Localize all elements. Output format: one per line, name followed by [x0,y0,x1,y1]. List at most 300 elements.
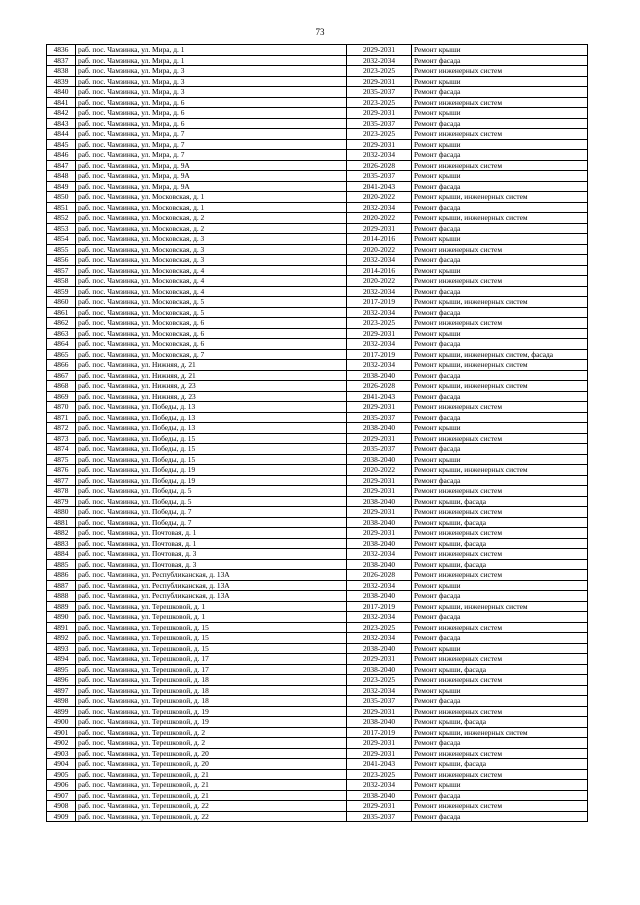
row-number-cell: 4903 [47,748,76,759]
table-row [47,538,588,549]
period-cell: 2023-2025 [347,97,412,108]
period-cell: 2038-2040 [347,370,412,381]
row-number-cell: 4853 [47,223,76,234]
period-cell: 2032-2034 [347,360,412,371]
row-number-cell: 4865 [47,349,76,360]
row-number-cell: 4882 [47,528,76,539]
address-cell: раб. пос. Чамзинка, ул. Нижняя, д. 23 [76,391,347,402]
address-cell: раб. пос. Чамзинка, ул. Мира, д. 7 [76,150,347,161]
row-number-cell: 4876 [47,465,76,476]
work-type-cell: Ремонт фасада [412,790,588,801]
period-cell: 2038-2040 [347,517,412,528]
table-row [47,244,588,255]
row-number-cell: 4851 [47,202,76,213]
address-cell: раб. пос. Чамзинка, ул. Терешковой, д. 2 [76,727,347,738]
period-cell: 2029-2031 [347,328,412,339]
period-cell: 2032-2034 [347,549,412,560]
work-type-cell: Ремонт фасада [412,811,588,822]
period-cell: 2017-2019 [347,297,412,308]
period-cell: 2020-2022 [347,276,412,287]
table-row [47,486,588,497]
row-number-cell: 4889 [47,601,76,612]
table-row [47,780,588,791]
table-row [47,454,588,465]
table-row [47,160,588,171]
address-cell: раб. пос. Чамзинка, ул. Мира, д. 6 [76,108,347,119]
table-row [47,727,588,738]
address-cell: раб. пос. Чамзинка, ул. Победы, д. 15 [76,454,347,465]
work-type-cell: Ремонт крыши, фасада [412,517,588,528]
period-cell: 2041-2043 [347,759,412,770]
table-row [47,55,588,66]
row-number-cell: 4905 [47,769,76,780]
row-number-cell: 4843 [47,118,76,129]
work-type-cell: Ремонт фасада [412,150,588,161]
row-number-cell: 4854 [47,234,76,245]
work-type-cell: Ремонт крыши [412,780,588,791]
table-row [47,97,588,108]
work-type-cell: Ремонт фасада [412,307,588,318]
address-cell: раб. пос. Чамзинка, ул. Московская, д. 1 [76,192,347,203]
address-cell: раб. пос. Чамзинка, ул. Мира, д. 7 [76,139,347,150]
period-cell: 2032-2034 [347,612,412,623]
address-cell: раб. пос. Чамзинка, ул. Республиканская, д. 13А [76,580,347,591]
table-row [47,139,588,150]
work-type-cell: Ремонт инженерных систем [412,570,588,581]
table-row [47,213,588,224]
period-cell: 2032-2034 [347,633,412,644]
period-cell: 2023-2025 [347,129,412,140]
period-cell: 2035-2037 [347,444,412,455]
row-number-cell: 4852 [47,213,76,224]
row-number-cell: 4837 [47,55,76,66]
table-row [47,591,588,602]
work-type-cell: Ремонт крыши [412,454,588,465]
row-number-cell: 4856 [47,255,76,266]
period-cell: 2020-2022 [347,192,412,203]
period-cell: 2017-2019 [347,601,412,612]
work-type-cell: Ремонт крыши, инженерных систем [412,213,588,224]
address-cell: раб. пос. Чамзинка, ул. Московская, д. 6 [76,339,347,350]
row-number-cell: 4838 [47,66,76,77]
row-number-cell: 4872 [47,423,76,434]
table-row [47,738,588,749]
period-cell: 2032-2034 [347,780,412,791]
address-cell: раб. пос. Чамзинка, ул. Почтовая, д. 3 [76,549,347,560]
period-cell: 2032-2034 [347,339,412,350]
address-cell: раб. пос. Чамзинка, ул. Терешковой, д. 21 [76,780,347,791]
table-row [47,76,588,87]
period-cell: 2038-2040 [347,591,412,602]
table-row [47,118,588,129]
table-row [47,570,588,581]
address-cell: раб. пос. Чамзинка, ул. Победы, д. 7 [76,517,347,528]
work-type-cell: Ремонт крыши, инженерных систем [412,192,588,203]
row-number-cell: 4883 [47,538,76,549]
work-type-cell: Ремонт фасада [412,255,588,266]
period-cell: 2029-2031 [347,223,412,234]
row-number-cell: 4871 [47,412,76,423]
row-number-cell: 4859 [47,286,76,297]
address-cell: раб. пос. Чамзинка, ул. Терешковой, д. 22 [76,811,347,822]
period-cell: 2038-2040 [347,790,412,801]
period-cell: 2035-2037 [347,811,412,822]
row-number-cell: 4896 [47,675,76,686]
work-type-cell: Ремонт фасада [412,118,588,129]
work-type-cell: Ремонт фасада [412,591,588,602]
row-number-cell: 4891 [47,622,76,633]
address-cell: раб. пос. Чамзинка, ул. Московская, д. 7 [76,349,347,360]
row-number-cell: 4867 [47,370,76,381]
address-cell: раб. пос. Чамзинка, ул. Победы, д. 19 [76,465,347,476]
address-cell: раб. пос. Чамзинка, ул. Московская, д. 4 [76,276,347,287]
table-row [47,349,588,360]
row-number-cell: 4845 [47,139,76,150]
address-cell: раб. пос. Чамзинка, ул. Терешковой, д. 22 [76,801,347,812]
work-type-cell: Ремонт инженерных систем [412,66,588,77]
period-cell: 2023-2025 [347,66,412,77]
table-row [47,423,588,434]
table-row [47,265,588,276]
row-number-cell: 4902 [47,738,76,749]
table-row [47,276,588,287]
period-cell: 2029-2031 [347,139,412,150]
table-row [47,790,588,801]
table-row [47,769,588,780]
address-cell: раб. пос. Чамзинка, ул. Республиканская, д. 13А [76,591,347,602]
table-row [47,307,588,318]
period-cell: 2038-2040 [347,664,412,675]
address-cell: раб. пос. Чамзинка, ул. Терешковой, д. 17 [76,654,347,665]
address-cell: раб. пос. Чамзинка, ул. Московская, д. 2 [76,213,347,224]
address-cell: раб. пос. Чамзинка, ул. Московская, д. 6 [76,318,347,329]
work-type-cell: Ремонт инженерных систем [412,528,588,539]
table-row [47,675,588,686]
row-number-cell: 4864 [47,339,76,350]
work-type-cell: Ремонт крыши [412,580,588,591]
work-type-cell: Ремонт крыши [412,685,588,696]
period-cell: 2041-2043 [347,181,412,192]
period-cell: 2029-2031 [347,475,412,486]
period-cell: 2032-2034 [347,286,412,297]
work-type-cell: Ремонт крыши, инженерных систем [412,601,588,612]
work-type-cell: Ремонт фасада [412,633,588,644]
address-cell: раб. пос. Чамзинка, ул. Победы, д. 19 [76,475,347,486]
period-cell: 2023-2025 [347,769,412,780]
row-number-cell: 4900 [47,717,76,728]
work-type-cell: Ремонт инженерных систем [412,706,588,717]
work-type-cell: Ремонт крыши, фасада [412,664,588,675]
row-number-cell: 4858 [47,276,76,287]
work-type-cell: Ремонт фасада [412,370,588,381]
table-row [47,507,588,518]
work-type-cell: Ремонт фасада [412,391,588,402]
row-number-cell: 4884 [47,549,76,560]
address-cell: раб. пос. Чамзинка, ул. Мира, д. 3 [76,66,347,77]
period-cell: 2032-2034 [347,150,412,161]
address-cell: раб. пос. Чамзинка, ул. Московская, д. 5 [76,297,347,308]
address-cell: раб. пос. Чамзинка, ул. Мира, д. 6 [76,97,347,108]
address-cell: раб. пос. Чамзинка, ул. Победы, д. 13 [76,402,347,413]
table-row [47,108,588,119]
address-cell: раб. пос. Чамзинка, ул. Терешковой, д. 15 [76,643,347,654]
address-cell: раб. пос. Чамзинка, ул. Нижняя, д. 21 [76,360,347,371]
row-number-cell: 4849 [47,181,76,192]
period-cell: 2035-2037 [347,696,412,707]
period-cell: 2026-2028 [347,570,412,581]
work-type-cell: Ремонт крыши, фасада [412,559,588,570]
row-number-cell: 4857 [47,265,76,276]
period-cell: 2032-2034 [347,55,412,66]
row-number-cell: 4866 [47,360,76,371]
address-cell: раб. пос. Чамзинка, ул. Терешковой, д. 15 [76,633,347,644]
table-row [47,87,588,98]
period-cell: 2032-2034 [347,255,412,266]
row-number-cell: 4898 [47,696,76,707]
table-row [47,202,588,213]
work-type-cell: Ремонт инженерных систем [412,433,588,444]
row-number-cell: 4848 [47,171,76,182]
work-type-cell: Ремонт крыши [412,643,588,654]
address-cell: раб. пос. Чамзинка, ул. Терешковой, д. 19 [76,717,347,728]
table-row [47,255,588,266]
period-cell: 2035-2037 [347,118,412,129]
address-cell: раб. пос. Чамзинка, ул. Московская, д. 3 [76,234,347,245]
period-cell: 2014-2016 [347,265,412,276]
table-row [47,528,588,539]
table-row [47,318,588,329]
table-row [47,748,588,759]
work-type-cell: Ремонт фасада [412,475,588,486]
table-row [47,811,588,822]
work-type-cell: Ремонт крыши, фасада [412,759,588,770]
table-row [47,391,588,402]
table-row [47,465,588,476]
period-cell: 2032-2034 [347,580,412,591]
address-cell: раб. пос. Чамзинка, ул. Терешковой, д. 17 [76,664,347,675]
period-cell: 2026-2028 [347,381,412,392]
row-number-cell: 4874 [47,444,76,455]
table-row [47,129,588,140]
address-cell: раб. пос. Чамзинка, ул. Республиканская, д. 13А [76,570,347,581]
table-body [47,45,588,822]
row-number-cell: 4892 [47,633,76,644]
row-number-cell: 4901 [47,727,76,738]
table-row [47,150,588,161]
row-number-cell: 4893 [47,643,76,654]
work-type-cell: Ремонт крыши, инженерных систем [412,727,588,738]
work-type-cell: Ремонт крыши [412,45,588,56]
work-type-cell: Ремонт инженерных систем [412,486,588,497]
table-row [47,433,588,444]
period-cell: 2035-2037 [347,412,412,423]
row-number-cell: 4894 [47,654,76,665]
row-number-cell: 4860 [47,297,76,308]
table-row [47,664,588,675]
period-cell: 2029-2031 [347,108,412,119]
period-cell: 2041-2043 [347,391,412,402]
row-number-cell: 4890 [47,612,76,623]
table-row [47,801,588,812]
table-row [47,402,588,413]
period-cell: 2038-2040 [347,643,412,654]
address-cell: раб. пос. Чамзинка, ул. Мира, д. 7 [76,129,347,140]
work-type-cell: Ремонт инженерных систем [412,769,588,780]
work-type-cell: Ремонт фасада [412,202,588,213]
table-row [47,444,588,455]
row-number-cell: 4885 [47,559,76,570]
row-number-cell: 4841 [47,97,76,108]
row-number-cell: 4839 [47,76,76,87]
work-type-cell: Ремонт инженерных систем [412,129,588,140]
work-type-cell: Ремонт крыши, инженерных систем [412,297,588,308]
row-number-cell: 4895 [47,664,76,675]
period-cell: 2032-2034 [347,307,412,318]
row-number-cell: 4836 [47,45,76,56]
work-type-cell: Ремонт фасада [412,738,588,749]
table-row [47,580,588,591]
period-cell: 2035-2037 [347,87,412,98]
period-cell: 2020-2022 [347,465,412,476]
address-cell: раб. пос. Чамзинка, ул. Московская, д. 4 [76,265,347,276]
table-row [47,171,588,182]
row-number-cell: 4844 [47,129,76,140]
address-cell: раб. пос. Чамзинка, ул. Мира, д. 1 [76,55,347,66]
work-type-cell: Ремонт крыши, фасада [412,496,588,507]
period-cell: 2029-2031 [347,528,412,539]
row-number-cell: 4907 [47,790,76,801]
address-cell: раб. пос. Чамзинка, ул. Победы, д. 13 [76,412,347,423]
row-number-cell: 4887 [47,580,76,591]
table-row [47,633,588,644]
period-cell: 2029-2031 [347,433,412,444]
table-row [47,297,588,308]
work-type-cell: Ремонт инженерных систем [412,318,588,329]
work-type-cell: Ремонт фасада [412,55,588,66]
work-type-cell: Ремонт фасада [412,696,588,707]
address-cell: раб. пос. Чамзинка, ул. Мира, д. 9А [76,171,347,182]
table-row [47,643,588,654]
work-type-cell: Ремонт фасада [412,444,588,455]
work-type-cell: Ремонт инженерных систем [412,748,588,759]
work-type-cell: Ремонт фасада [412,612,588,623]
row-number-cell: 4870 [47,402,76,413]
work-type-cell: Ремонт крыши [412,265,588,276]
work-type-cell: Ремонт инженерных систем [412,622,588,633]
work-type-cell: Ремонт крыши [412,328,588,339]
address-cell: раб. пос. Чамзинка, ул. Мира, д. 6 [76,118,347,129]
address-cell: раб. пос. Чамзинка, ул. Нижняя, д. 21 [76,370,347,381]
work-type-cell: Ремонт крыши [412,234,588,245]
work-type-cell: Ремонт фасада [412,339,588,350]
row-number-cell: 4875 [47,454,76,465]
address-cell: раб. пос. Чамзинка, ул. Московская, д. 4 [76,286,347,297]
table-row [47,559,588,570]
row-number-cell: 4842 [47,108,76,119]
work-type-cell: Ремонт фасада [412,223,588,234]
table-row [47,412,588,423]
row-number-cell: 4855 [47,244,76,255]
work-type-cell: Ремонт инженерных систем [412,97,588,108]
work-type-cell: Ремонт инженерных систем [412,654,588,665]
address-cell: раб. пос. Чамзинка, ул. Победы, д. 13 [76,423,347,434]
work-type-cell: Ремонт инженерных систем [412,244,588,255]
table-row [47,286,588,297]
address-cell: раб. пос. Чамзинка, ул. Терешковой, д. 21 [76,769,347,780]
row-number-cell: 4868 [47,381,76,392]
row-number-cell: 4897 [47,685,76,696]
table-row [47,370,588,381]
address-cell: раб. пос. Чамзинка, ул. Победы, д. 15 [76,444,347,455]
work-type-cell: Ремонт фасада [412,286,588,297]
work-type-cell: Ремонт фасада [412,181,588,192]
work-type-cell: Ремонт инженерных систем [412,801,588,812]
row-number-cell: 4846 [47,150,76,161]
period-cell: 2029-2031 [347,738,412,749]
address-cell: раб. пос. Чамзинка, ул. Победы, д. 7 [76,507,347,518]
row-number-cell: 4840 [47,87,76,98]
period-cell: 2032-2034 [347,685,412,696]
address-cell: раб. пос. Чамзинка, ул. Мира, д. 9А [76,160,347,171]
period-cell: 2026-2028 [347,160,412,171]
work-type-cell: Ремонт инженерных систем [412,402,588,413]
page-number: 73 [315,27,325,37]
row-number-cell: 4850 [47,192,76,203]
address-cell: раб. пос. Чамзинка, ул. Мира, д. 3 [76,76,347,87]
row-number-cell: 4886 [47,570,76,581]
table-row [47,475,588,486]
table-row [47,696,588,707]
table-row [47,192,588,203]
table-row [47,685,588,696]
row-number-cell: 4873 [47,433,76,444]
table-row [47,381,588,392]
period-cell: 2038-2040 [347,423,412,434]
work-type-cell: Ремонт крыши, фасада [412,717,588,728]
work-type-cell: Ремонт инженерных систем [412,276,588,287]
address-cell: раб. пос. Чамзинка, ул. Московская, д. 1 [76,202,347,213]
work-type-cell: Ремонт крыши, инженерных систем [412,360,588,371]
work-type-cell: Ремонт крыши, фасада [412,538,588,549]
address-cell: раб. пос. Чамзинка, ул. Мира, д. 9А [76,181,347,192]
table-row [47,612,588,623]
address-cell: раб. пос. Чамзинка, ул. Почтовая, д. 1 [76,538,347,549]
period-cell: 2017-2019 [347,349,412,360]
address-cell: раб. пос. Чамзинка, ул. Московская, д. 3 [76,244,347,255]
period-cell: 2038-2040 [347,717,412,728]
table-row [47,601,588,612]
period-cell: 2029-2031 [347,45,412,56]
address-cell: раб. пос. Чамзинка, ул. Московская, д. 2 [76,223,347,234]
address-cell: раб. пос. Чамзинка, ул. Терешковой, д. 18 [76,696,347,707]
work-type-cell: Ремонт крыши [412,76,588,87]
row-number-cell: 4904 [47,759,76,770]
period-cell: 2023-2025 [347,318,412,329]
period-cell: 2038-2040 [347,496,412,507]
address-cell: раб. пос. Чамзинка, ул. Терешковой, д. 20 [76,748,347,759]
work-type-cell: Ремонт фасада [412,87,588,98]
address-cell: раб. пос. Чамзинка, ул. Почтовая, д. 1 [76,528,347,539]
period-cell: 2038-2040 [347,454,412,465]
table-row [47,181,588,192]
period-cell: 2014-2016 [347,234,412,245]
row-number-cell: 4881 [47,517,76,528]
work-type-cell: Ремонт инженерных систем [412,160,588,171]
period-cell: 2038-2040 [347,559,412,570]
address-cell: раб. пос. Чамзинка, ул. Терешковой, д. 20 [76,759,347,770]
work-type-cell: Ремонт крыши, инженерных систем, фасада [412,349,588,360]
address-cell: раб. пос. Чамзинка, ул. Терешковой, д. 18 [76,675,347,686]
